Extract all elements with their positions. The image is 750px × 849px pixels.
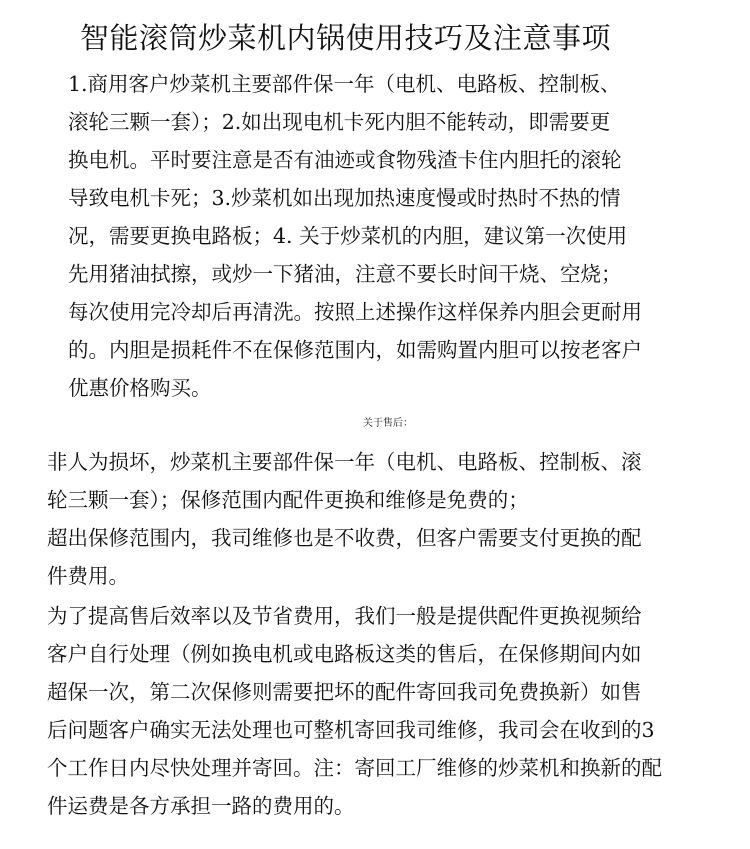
intro-line: 换电机。平时要注意是否有油迹或食物残渣卡住内胆托的滚轮 xyxy=(68,148,622,172)
intro-line: 况，需要更换电路板；4. 关于炒菜机的内胆，建议第一次使用 xyxy=(68,224,628,248)
after-sales-line: 轮三颗一套）；保修范围内配件更换和维修是免费的； xyxy=(47,488,529,512)
intro-line: 1.商用客户炒菜机主要部件保一年（电机、电路板、控制板、 xyxy=(68,72,621,96)
after-sales-line: 非人为损坏，炒菜机主要部件保一年（电机、电路板、控制板、滚 xyxy=(47,450,642,474)
intro-line: 优惠价格购买。 xyxy=(68,376,212,400)
intro-line: 滚轮三颗一套）；2.如出现电机卡死内胆不能转动，即需要更 xyxy=(68,110,611,134)
after-sales-line: 后问题客户确实无法处理也可整机寄回我司维修，我司会在收到的3 xyxy=(47,718,655,742)
after-sales-line: 客户自行处理（例如换电机或电路板这类的售后，在保修期间内如 xyxy=(47,642,642,666)
intro-line: 的。内胆是损耗件不在保修范围内，如需购置内胆可以按老客户 xyxy=(68,338,642,362)
after-sales-line: 超出保修范围内，我司维修也是不收费，但客户需要支付更换的配 xyxy=(47,526,642,550)
after-sales-line: 件运费是各方承担一路的费用的。 xyxy=(47,794,355,818)
intro-line: 先用猪油拭擦，或炒一下猪油，注意不要长时间干烧、空烧； xyxy=(68,262,622,286)
intro-line: 每次使用完冷却后再清洗。按照上述操作这样保养内胆会更耐用 xyxy=(68,300,642,324)
after-sales-line: 个工作日内尽快处理并寄回。注：寄回工厂维修的炒菜机和换新的配 xyxy=(47,756,662,780)
after-sales-heading: 关于售后： xyxy=(363,418,413,429)
after-sales-line: 超保一次，第二次保修则需要把坏的配件寄回我司免费换新）如售 xyxy=(47,680,642,704)
after-sales-line: 件费用。 xyxy=(47,564,129,588)
document-title: 智能滚筒炒菜机内锅使用技巧及注意事项 xyxy=(80,21,612,55)
intro-line: 导致电机卡死；3.炒菜机如出现加热速度慢或时热时不热的情 xyxy=(68,186,621,210)
after-sales-line: 为了提高售后效率以及节省费用，我们一般是提供配件更换视频给 xyxy=(47,604,642,628)
